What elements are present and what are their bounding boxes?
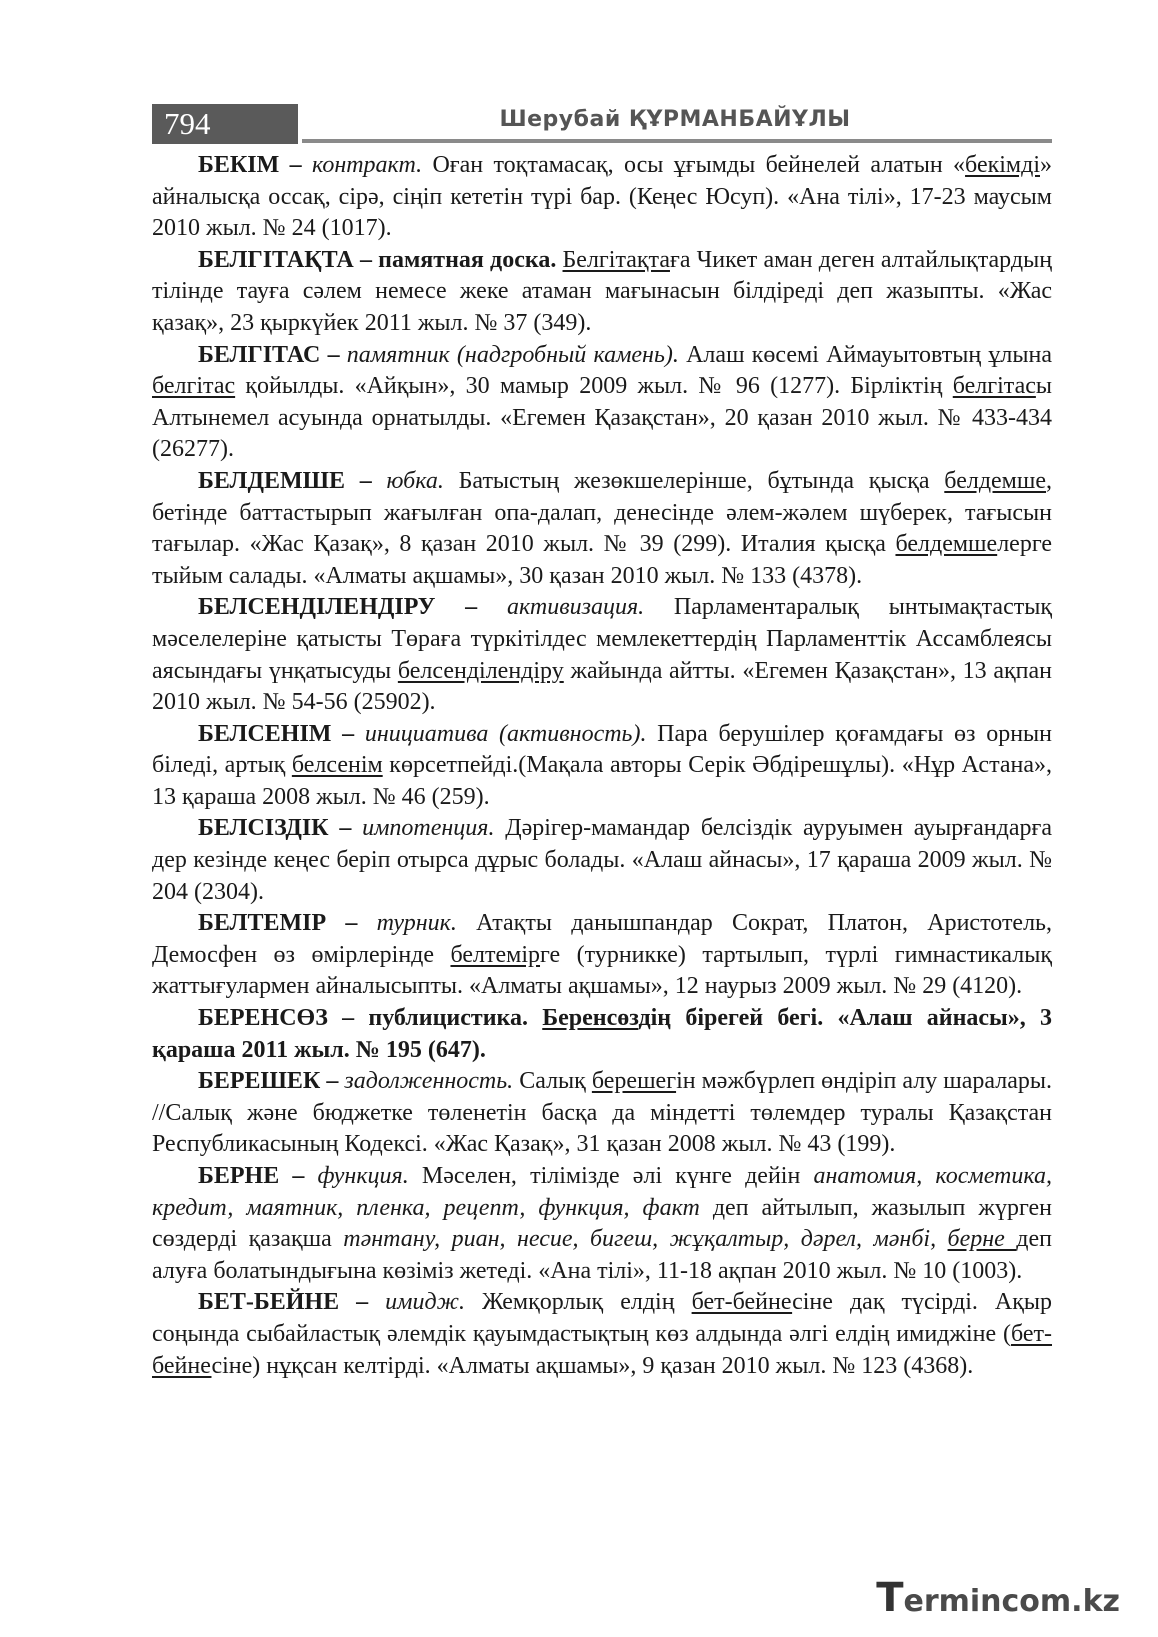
entry-text: сіне) нұқсан келтірді. «Алматы ақшамы», 9 қазан 2010 жыл. № 123 (4368). [211,1352,974,1379]
entry-dash: – [289,152,302,178]
entry-dash: – [339,815,352,842]
entry-dash: – [342,720,355,747]
entry-text: Оған тоқтамасақ, осы ұғымды бейнелей алатын « [422,152,966,178]
entry-dash: – [327,341,340,368]
underlined-term: белдемше [944,467,1047,494]
entry-text: Атақты данышпандар Сократ, Платон, Аристотель, Демосфен өз өмірлерінде [152,910,1053,968]
entry-text: қойылды. «Айқын», 30 мамыр 2009 жыл. № 96 (1277). Бірліктің [235,373,953,400]
dictionary-entry [152,1066,1052,1161]
entry-text: сіне дақ түсірді. Ақыр соңында сыбайластық әлемдік қауымдастықтың көз алдында әлгі елдің имиджіне ( [152,1289,1053,1347]
entry-text: ы Алтынемел асуында орнатылды. «Егемен Қазақстан», 20 қазан 2010 жыл. № 433-434 (26277). [152,373,1052,463]
underlined-term: бет-бейне [691,1289,793,1316]
entry-translation: инициатива (активность). [364,720,647,747]
underlined-term: Белгітақта [562,246,670,273]
entry-translation: контракт. [312,152,423,178]
underlined-term: берешег [591,1068,677,1095]
underlined-term: Беренсөз [542,1005,639,1032]
entry-dash: – [342,1005,355,1032]
dictionary-entry [152,1003,1052,1066]
entry-translation: публицистика. [368,1005,528,1032]
entry-headword: БЕЛДЕМШЕ [198,467,345,494]
entry-translation: активизация. [506,594,645,621]
underlined-term: белдемше [895,531,998,558]
entry-text: ін мәжбүрлеп өндіріп алу шаралары. //Салық және бюджетке төленетін басқа да міндетті төлемдер туралы Қазақстан Республикасының Кодексі. «Жас Қазақ», 31 қазан 2008 жыл. № 43 (199). [152,1068,1053,1158]
dictionary-entry [152,813,1052,908]
dictionary-entry [152,1161,1052,1287]
entry-translation: памятная доска. [378,246,557,273]
entry-text: , бетінде баттастырып жағылған опа-далап, денесінде әлем-жәлем шүберек, тағысын тағылар. «Жас Қазақ», 8 қазан 2010 жыл. № 39 (299). Италия қысқа [152,467,1053,558]
entry-dash: – [326,1068,339,1095]
underlined-term: белсенділендіру [397,657,564,684]
entry-headword: БЕЛСЕНІМ [198,720,332,747]
entry-dash: – [465,594,478,621]
entry-headword: БЕРЕНСӨЗ [198,1005,328,1032]
entry-translation: имидж. [385,1289,465,1316]
entry-text: жайында айтты. «Егемен Қазақстан», 13 ақпан 2010 жыл. № 54-56 (25902). [152,657,1052,716]
entry-text: Пара берушілер қоғамдағы өз орнын біледі, артық [152,720,1052,779]
entry-headword: БЕЛГІТАС [198,341,321,368]
entry-translation: юбка. [386,467,444,494]
underlined-term: бекімді [965,152,1040,178]
termincom-watermark [876,1575,1120,1619]
entry-translation: турник. [376,910,457,937]
entry-headword: БЕТ-БЕЙНЕ [198,1289,340,1316]
underlined-term: белтемір [450,941,541,968]
entry-text: ге (турникке) тартылып, түрлі гимнастикалық жаттығулармен айналысыпты. «Алматы ақшамы», 12 наурыз 2009 жыл. № 29 (4120). [152,941,1052,1000]
watermark-text: ermincom.kz [903,1584,1120,1619]
dictionary-entries [152,150,1052,1382]
underlined-term: белгітас [952,373,1036,400]
entry-dash: – [359,467,372,494]
dictionary-entry [152,592,1052,718]
page-header [152,104,1052,146]
entry-translation: импотенция. [362,815,495,842]
entry-text: ға Чикет аман деген алтайлықтардың тілінде тауға сәлем немесе жеке атаман мағынасын білдіреді деп жазыпты. «Жас қазақ», 23 қыркүйек 2011 жыл. № 37 (349). [152,246,1053,336]
header-rule [302,139,1052,143]
entry-text: Жемқорлық елдің [464,1289,692,1316]
entry-translation: функция. [317,1163,409,1189]
entry-text: Батыстың жезөкшелерінше, бұтында қысқа [443,467,945,494]
underlined-term: белсенім [291,752,383,779]
entry-headword: БЕЛТЕМІР [198,910,327,937]
entry-dash: – [292,1163,305,1189]
entry-text: Салық [513,1068,592,1095]
watermark-initial: T [876,1575,904,1621]
entry-headword: БЕРНЕ [198,1163,280,1189]
entry-headword: БЕЛСІЗДІК [198,815,329,842]
entry-headword: БЕЛСЕНДІЛЕНДІРУ [198,594,436,621]
entry-headword: БЕРЕШЕК [198,1068,321,1095]
dictionary-entry [152,150,1052,245]
entry-text [528,1005,542,1031]
entry-text: Мәселен, тілімізде әлі күнге дейін [408,1163,814,1189]
entry-text: Алаш көсемі Аймауытовтың ұлына [678,341,1053,368]
entry-dash: – [359,246,372,273]
dictionary-entry [152,340,1052,466]
entry-dash: – [345,910,358,937]
entry-translation: задолженность. [344,1068,514,1095]
entry-text: Парламентаралық ынтымақтастық мәселелеріне қатысты Төраға түркітілдес мемлекеттердің Парламенттік Ассамблеясы аясындағы үнқатысуды [152,594,1053,684]
page-number: 794 [152,104,298,144]
entry-text: деп алуға болатындығына көзіміз жетеді. «Ана тілі», 11-18 ақпан 2010 жыл. № 10 (1003). [152,1226,1053,1284]
entry-headword: БЕКІМ [198,152,280,178]
entry-dash: – [356,1289,369,1316]
entry-text: анатомия, косметика, кредит, маятник, пленка, рецепт, функция, факт [152,1163,1053,1221]
entry-translation: памятник (надгробный камень). [346,341,679,368]
entry-headword: БЕЛГІТАҚТА [198,246,354,273]
dictionary-entry [152,1287,1052,1382]
entry-text: көрсетпейді.(Мақала авторы Серік Әбдірешұлы). «Нұр Астана», 13 қараша 2008 жыл. № 46 (259). [152,752,1052,810]
dictionary-entry [152,466,1052,592]
entry-text: Дәрігер-мамандар белсіздік ауруымен ауырғандарға дер кезінде кеңес беріп отырса дұрыс болады. «Алаш айнасы», 17 қараша 2009 жыл. № 204 (2304). [152,815,1052,905]
entry-text: лерге тыйым салады. «Алматы ақшамы», 30 қазан 2010 жыл. № 133 (4378). [152,531,1052,589]
underlined-term: берне [947,1226,1017,1253]
entry-text: » айналысқа оссақ, сірә, сіңіп кететін түрі бар. (Кеңес Юсуп). «Ана тілі», 17-23 маусым 2010 жыл. № 24 (1017). [152,152,1052,242]
dictionary-entry [152,719,1052,814]
dictionary-entry [152,245,1052,340]
entry-text: тәнтану, риан, несие, бигеш, жұқалтыр, дәрел, мәнбі, [343,1226,948,1253]
dictionary-entry [152,908,1052,1003]
underlined-term: бет-бейне [152,1320,1052,1379]
entry-text: деп айтылып, жазылып жүрген сөздерді қазақша [152,1194,1052,1253]
underlined-term: белгітас [152,373,236,400]
entry-text: дің бірегей бегі. «Алаш айнасы», 3 қараша 2011 жыл. № 195 (647). [152,1005,1053,1063]
running-head-author: Шерубай ҚҰРМАНБАЙҰЛЫ [499,107,851,132]
